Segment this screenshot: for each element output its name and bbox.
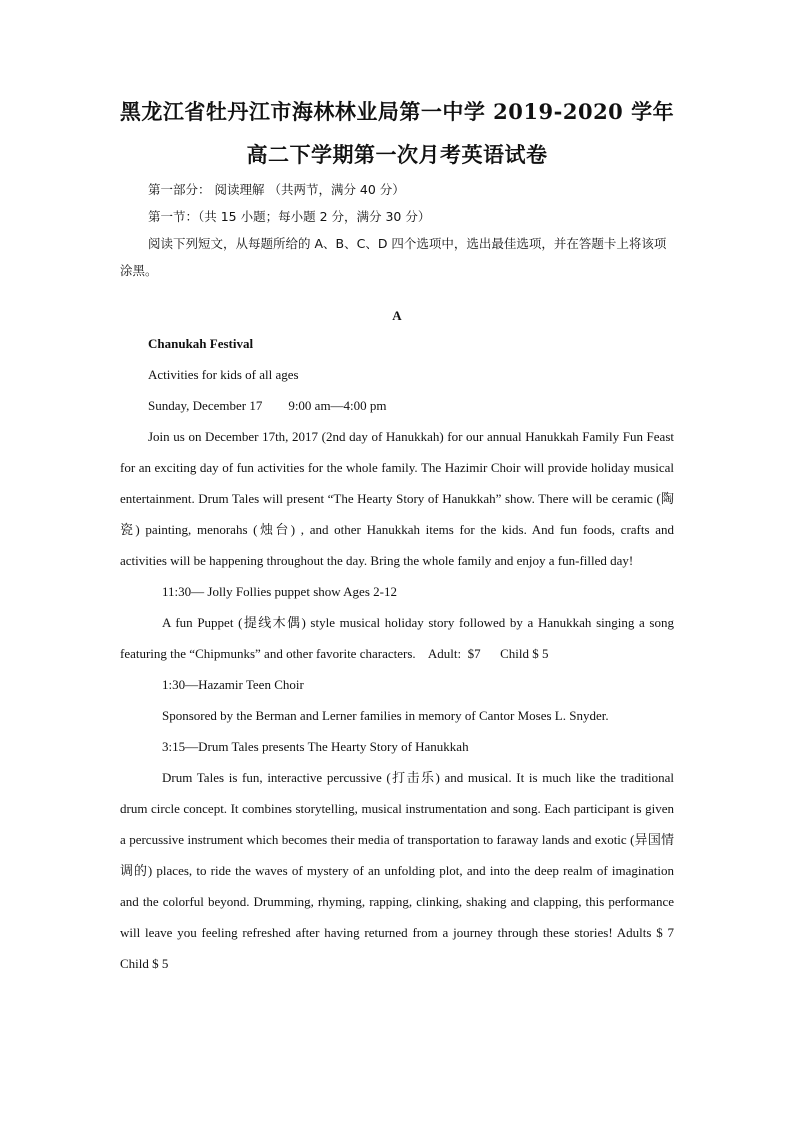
passage-date-time: Sunday, December 17 9:00 am—4:00 pm: [148, 398, 387, 413]
passage-subtitle: Activities for kids of all ages: [148, 367, 299, 382]
event-3-title: 3:15—Drum Tales presents The Hearty Story of Hanukkah: [162, 739, 469, 754]
passage-heading: Chanukah Festival: [148, 336, 254, 351]
event-2-title: 1:30—Hazamir Teen Choir: [162, 677, 304, 692]
title-line-2: 高二下学期第一次月考英语试卷: [246, 142, 548, 167]
section-heading: 第一节：（共 15 小题；每小题 2 分，满分 30 分）: [148, 209, 431, 224]
document-body: [120, 176, 678, 979]
directions-text: 阅读下列短文，从每题所给的 A、B、C、D 四个选项中，选出最佳选项，并在答题卡上将该项涂黑。: [120, 236, 667, 278]
passage-label: A: [392, 308, 402, 323]
event-1-description: A fun Puppet (提线木偶) style musical holiday story followed by a Hanukkah singing a song featuring the “Chipmunks” and other favorite characters. Adult: $7 Child $ 5: [120, 615, 678, 661]
passage-intro: Join us on December 17th, 2017 (2nd day of Hanukkah) for our annual Hanukkah Family Fun Feast for an exciting day of fun activities for the whole family. The Hazimir Choir will provide holiday musical entertainment. Drum Tales will present “The Hearty Story of Hanukkah” show. There will be ceramic (陶瓷) painting, menorahs (烛台) , and other Hanukkah items for the kids. And fun foods, crafts and activities will be happening throughout the day. Bring the whole family and enjoy a fun-filled day!: [120, 429, 674, 568]
title-line-1: 黑龙江省牡丹江市海林林业局第一中学 2019-2020 学年: [119, 99, 675, 124]
part-heading: 第一部分： 阅读理解 （共两节，满分 40 分）: [148, 182, 405, 197]
event-3-description: Drum Tales is fun, interactive percussive (打击乐) and musical. It is much like the traditional drum circle concept. It combines storytelling, musical instrumentation and song. Each participant is given a percussive instrument which becomes their media of transportation to faraway lands and exotic (异国情调的) places, to ride the waves of mystery of an unfolding plot, and into the deep realm of imagination and the colorful beyond. Drumming, rhyming, rapping, clinking, shaking and clapping, this performance will leave you feeling refreshed after having returned from a journey through these stories! Adults $ 7 Child $ 5: [120, 770, 674, 971]
event-2-description: Sponsored by the Berman and Lerner families in memory of Cantor Moses L. Snyder.: [162, 708, 609, 723]
event-1-title: 11:30— Jolly Follies puppet show Ages 2-12: [162, 584, 397, 599]
